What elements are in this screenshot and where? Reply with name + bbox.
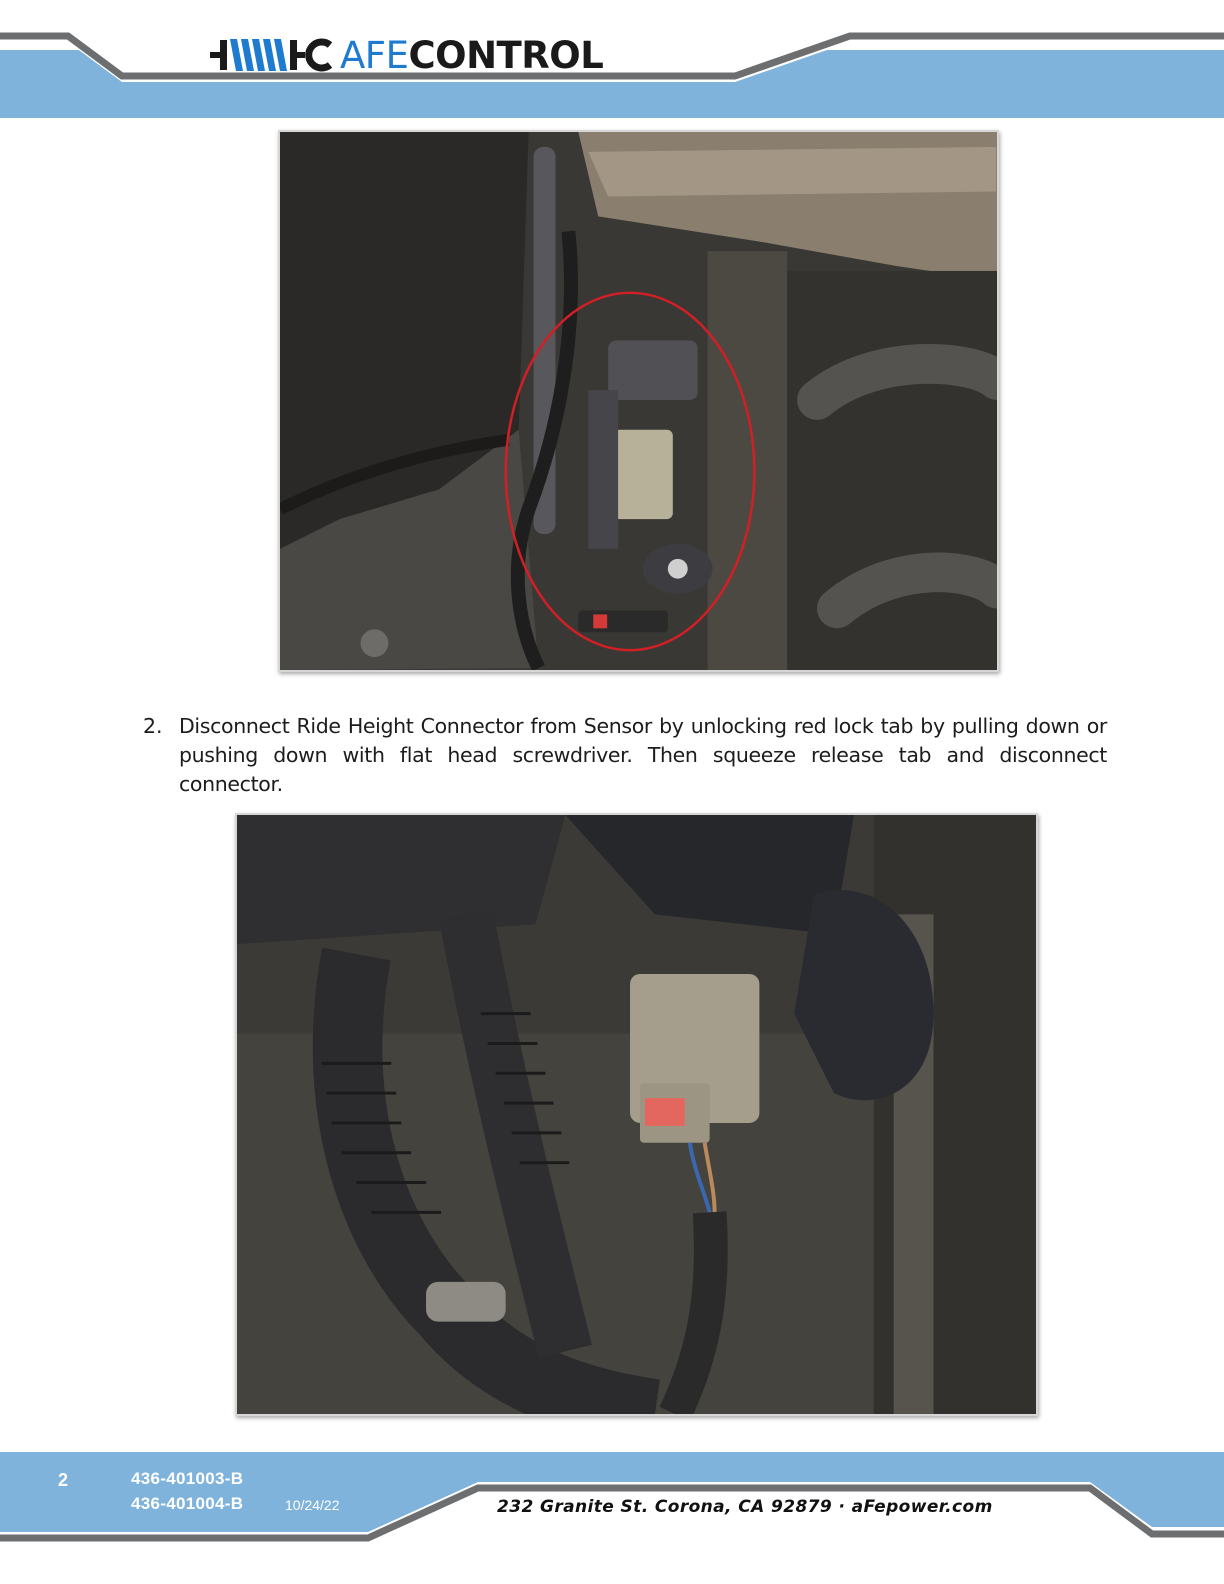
part-number-2: 436-401004-B <box>131 1494 244 1513</box>
ride-height-sensor-photo <box>278 130 999 672</box>
brand-control-text: CONTROL <box>408 33 604 77</box>
page-number: 2 <box>58 1470 69 1490</box>
company-address: 232 Granite St. Corona, CA 92879 · aFepower.com <box>497 1497 993 1517</box>
part-number-1: 436-401003-B <box>131 1469 244 1488</box>
afe-logo-icon <box>210 35 332 75</box>
brand-afe-text: AFE <box>340 33 409 77</box>
step-2-instruction <box>143 712 1107 799</box>
step-text: Disconnect Ride Height Connector from Sensor by unlocking red lock tab by pulling down or pushing down with flat head screwdriver. Then squeeze release tab and disconnect connector. <box>179 714 1107 796</box>
revision-date: 10/24/22 <box>285 1497 340 1513</box>
step-number: 2. <box>143 714 163 738</box>
afe-control-logo <box>210 34 603 76</box>
header-band <box>0 0 1224 118</box>
connector-closeup-photo <box>235 813 1038 1416</box>
